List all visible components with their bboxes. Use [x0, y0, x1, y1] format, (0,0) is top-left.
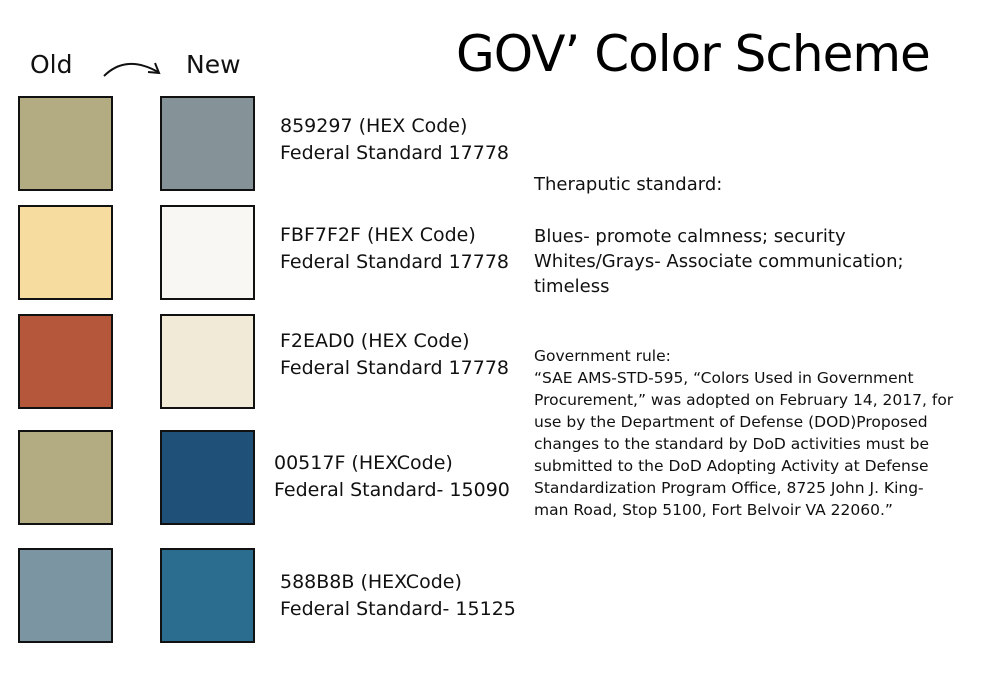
therapeutic-line-3: timeless: [534, 276, 610, 297]
old-color-swatch-2: [18, 205, 113, 300]
color-info-5: [280, 569, 516, 623]
color-info-1: [280, 113, 509, 167]
new-color-swatch-1: [160, 96, 255, 191]
federal-standard-label: Federal Standard 17778: [280, 142, 510, 164]
hex-code-label: FBF7F2F (HEX Code): [280, 224, 476, 246]
hex-code-label: F2EAD0 (HEX Code): [280, 330, 470, 352]
new-color-swatch-4: [160, 430, 255, 525]
government-rule-line: use by the Department of Defense (DOD)Proposed: [534, 413, 928, 431]
government-rule-heading: Government rule:: [534, 347, 671, 365]
old-color-swatch-1: [18, 96, 113, 191]
old-color-swatch-3: [18, 314, 113, 409]
curved-arrow-icon: [100, 50, 168, 82]
therapeutic-line-1: Blues- promote calmness; security: [534, 226, 846, 247]
old-color-swatch-5: [18, 548, 113, 643]
color-info-4: [274, 450, 510, 504]
federal-standard-label: Federal Standard- 15125: [280, 598, 516, 620]
therapeutic-line-2: Whites/Grays- Associate communication;: [534, 251, 904, 272]
federal-standard-label: Federal Standard 17778: [280, 251, 510, 273]
old-color-swatch-4: [18, 430, 113, 525]
government-rule-line: “SAE AMS-STD-595, “Colors Used in Government: [534, 369, 914, 387]
old-column-header: Old: [30, 50, 73, 79]
color-info-3: [280, 328, 509, 382]
federal-standard-label: Federal Standard- 15090: [274, 479, 510, 501]
new-color-swatch-5: [160, 548, 255, 643]
new-column-header: New: [186, 50, 241, 79]
page-title: GOV’ Color Scheme: [456, 25, 930, 83]
government-rule-line: man Road, Stop 5100, Fort Belvoir VA 22060.”: [534, 501, 893, 519]
hex-code-label: 859297 (HEX Code): [280, 115, 468, 137]
government-rule-line: Procurement,” was adopted on February 14, 2017, for: [534, 391, 954, 409]
new-color-swatch-2: [160, 205, 255, 300]
government-rule-line: changes to the standard by DoD activities must be: [534, 435, 929, 453]
new-color-swatch-3: [160, 314, 255, 409]
color-info-2: [280, 222, 509, 276]
government-rule-line: Standardization Program Office, 8725 John J. King-: [534, 479, 924, 497]
federal-standard-label: Federal Standard 17778: [280, 357, 510, 379]
hex-code-label: 588B8B (HEXCode): [280, 571, 462, 593]
government-rule: [534, 345, 954, 521]
hex-code-label: 00517F (HEXCode): [274, 452, 453, 474]
government-rule-line: submitted to the DoD Adopting Activity at Defense: [534, 457, 929, 475]
therapeutic-heading: Theraputic standard:: [534, 174, 723, 195]
